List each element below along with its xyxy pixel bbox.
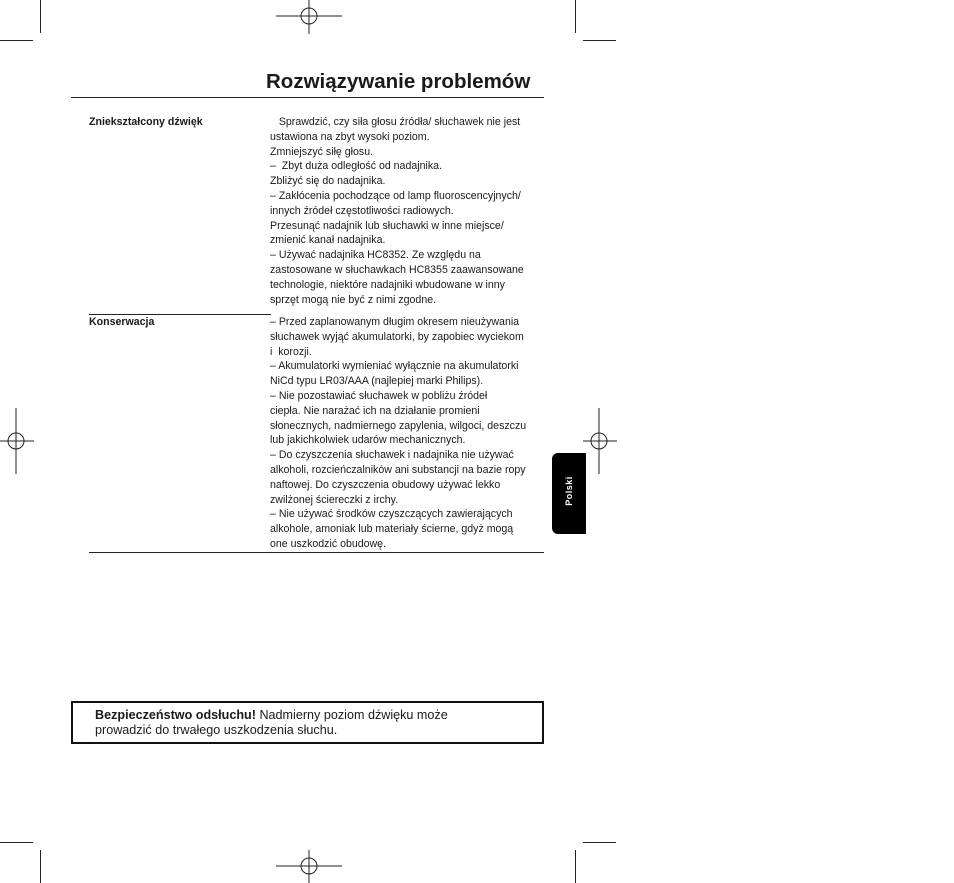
body-line: sprzęt mogą nie być z nimi zgodne. [270, 293, 437, 306]
registration-mark-bottom [276, 850, 342, 883]
body-line: zmienić kanał nadajnika. [270, 234, 386, 247]
body-line: i korozji. [270, 345, 312, 358]
warning-heading: Bezpieczeństwo odsłuchu! [95, 708, 256, 722]
body-line: zwilżonej ściereczki z irchy. [270, 493, 399, 506]
body-line: Przesunąć nadajnik lub słuchawki w inne miejsce/ [270, 219, 504, 232]
hearing-safety-warning [71, 701, 544, 744]
body-line: technologie, niektóre nadajniki wbudowane w inny [270, 278, 505, 291]
warning-text: Nadmierny poziom dźwięku może [255, 708, 448, 722]
body-line: – Nie używać środków czyszczących zawierających [270, 508, 513, 521]
body-line: Zbliżyć się do nadajnika. [270, 175, 386, 188]
body-line: – Zbyt duża odległość od nadajnika. [270, 160, 442, 173]
table-bottom-divider [89, 552, 544, 553]
body-line: – Zakłócenia pochodzące od lamp fluoroscencyjnych/ [270, 189, 521, 202]
body-line: słonecznych, nadmiernego zapylenia, wilgoci, deszczu [270, 419, 527, 432]
title-divider [71, 97, 544, 98]
row-body-distorted-sound [270, 115, 546, 307]
body-line: alkohole, amoniak lub materiały ścierne, gdyż mogą [270, 523, 514, 536]
body-line: naftowej. Do czyszczenia obudowy używać lekko [270, 478, 501, 491]
body-line: – Nie pozostawiać słuchawek w pobliżu źródeł [270, 389, 488, 402]
language-tab-label: Polski [564, 476, 574, 506]
body-line: – Przed zaplanowanym długim okresem nieużywania [270, 316, 520, 328]
body-line: NiCd typu LR03/AAA (najlepiej marki Philips). [270, 375, 484, 388]
body-line: – Do czyszczenia słuchawek i nadajnika nie używać [270, 449, 514, 462]
body-line: one uszkodzić obudowę. [270, 537, 387, 550]
row-divider [89, 314, 271, 315]
body-line: innych źródeł częstotliwości radiowych. [270, 204, 454, 217]
registration-mark-top [276, 0, 342, 34]
page-title: Rozwiązywanie problemów [266, 70, 531, 93]
body-line: Zmniejszyć siłę głosu. [270, 145, 374, 158]
body-line: słuchawek wyjąć akumulatorki, by zapobiec wyciekom [270, 330, 524, 343]
row-body-maintenance [270, 315, 546, 552]
row-label-distorted-sound: Zniekształcony dźwięk [89, 116, 203, 128]
body-line: – Używać nadajnika HC8352. Ze względu na [270, 249, 481, 262]
body-line: ciepła. Nie narażać ich na działanie promieni [270, 404, 480, 417]
row-label-maintenance: Konserwacja [89, 316, 155, 328]
registration-mark-left [0, 408, 34, 474]
body-line: ustawiona na zbyt wysoki poziom. [270, 130, 430, 143]
body-line: alkoholi, rozcieńczalników ani substancji na bazie ropy [270, 463, 526, 476]
body-line: Sprawdzić, czy siła głosu źródła/ słuchawek nie jest [270, 116, 521, 128]
body-line: – Akumulatorki wymieniać wyłącznie na akumulatorki [270, 360, 519, 373]
body-line: lub jakichkolwiek udarów mechanicznych. [270, 434, 466, 447]
warning-text-line2: prowadzić do trwałego uszkodzenia słuchu. [95, 723, 338, 737]
body-line: zastosowane w słuchawkach HC8355 zaawansowane [270, 263, 524, 276]
registration-mark-right [583, 408, 617, 474]
